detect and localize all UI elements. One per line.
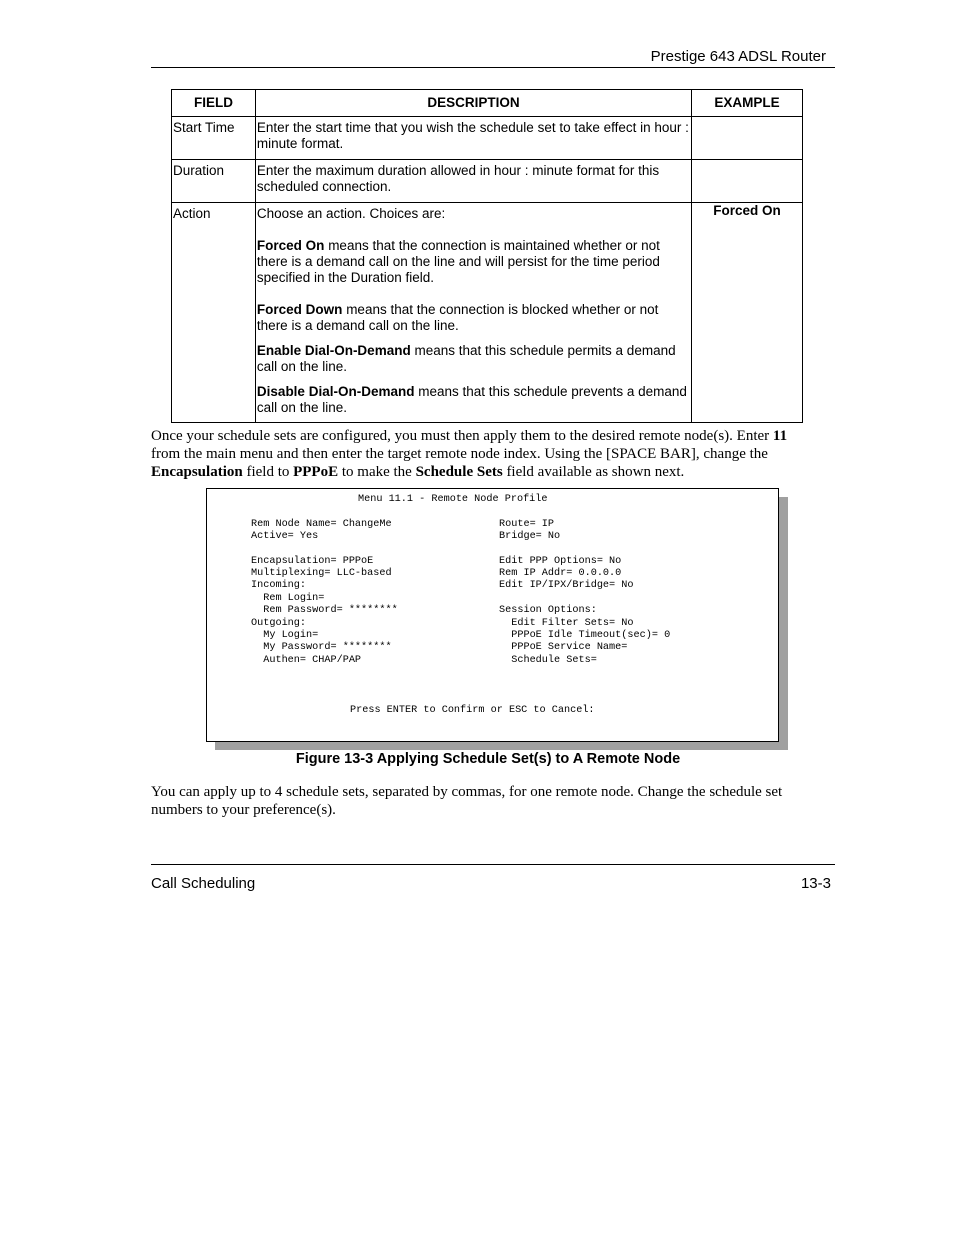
paragraph-text: from the main menu and then enter the target remote node index. Using the [SPACE BAR], change the [151,446,768,462]
option-name: Forced Down [256,302,343,317]
field-description: Enter the start time that you wish the schedule set to take effect in hour : minute format. [255,117,691,160]
term-field-session-options: Session Options: [499,605,597,616]
pppoe-term: PPPoE [293,464,339,480]
action-option-enable-dod [257,343,689,375]
option-text: means that this schedule prevents a demand call on the line. [256,384,687,415]
field-name: Duration [172,160,256,203]
field-description [255,203,691,423]
terminal-title: Menu 11.1 - Remote Node Profile [358,494,548,505]
term-field-pppoe-idle-timeout: PPPoE Idle Timeout(sec)= 0 [499,630,671,641]
term-field-active: Active= Yes [251,531,319,542]
field-example [692,117,803,160]
option-name: Disable Dial-On-Demand [256,384,415,399]
field-description-table [171,89,803,423]
field-description: Enter the maximum duration allowed in hour : minute format for this scheduled connection. [255,160,691,203]
schedule-sets-paragraph: You can apply up to 4 schedule sets, separated by commas, for one remote node. Change the schedule set numbers to your preference(s). [151,784,783,818]
paragraph-text: to make the [338,464,416,480]
schedule-sets-term: Schedule Sets [415,464,503,480]
term-field-schedule-sets: Schedule Sets= [499,655,597,666]
option-name: Forced On [256,238,325,253]
menu-number: 11 [772,428,788,444]
term-field-authen: Authen= CHAP/PAP [251,655,362,666]
footer-divider [151,864,835,865]
field-example: Forced On [692,203,803,423]
action-intro: Choose an action. Choices are: [256,206,446,221]
term-field-edit-ip-ipx-bridge: Edit IP/IPX/Bridge= No [499,580,634,591]
term-field-rem-node-name: Rem Node Name= ChangeMe [251,519,392,530]
footer-chapter-title: Call Scheduling [151,875,256,892]
action-option-forced-on [257,238,689,286]
table-row [172,117,803,160]
page-header-title: Prestige 643 ADSL Router [650,48,826,65]
paragraph-text: field available as shown next. [502,464,685,480]
paragraph-text: Once your schedule sets are configured, you must then apply them to the desired remote node(s). Enter [151,428,773,444]
action-option-forced-down [257,302,689,334]
term-field-rem-password: Rem Password= ******** [251,605,398,616]
paragraph-text: field to [242,464,294,480]
term-field-my-password: My Password= ******** [251,642,392,653]
terminal-prompt: Press ENTER to Confirm or ESC to Cancel: [350,705,595,716]
header-divider [151,67,835,68]
option-text: means that this schedule permits a demand call on the line. [256,343,676,374]
option-text: means that the connection is maintained whether or not there is a demand call on the line and will persist for the time period specified in the Duration field. [256,238,660,285]
term-field-rem-login: Rem Login= [251,593,325,604]
term-field-edit-ppp-options: Edit PPP Options= No [499,556,622,567]
term-field-multiplexing: Multiplexing= LLC-based [251,568,392,579]
term-field-bridge: Bridge= No [499,531,561,542]
column-header-example: EXAMPLE [692,90,803,117]
term-field-route: Route= IP [499,519,555,530]
term-field-pppoe-service-name: PPPoE Service Name= [499,642,628,653]
term-field-my-login: My Login= [251,630,319,641]
table-header-row [172,90,803,117]
term-field-incoming: Incoming: [251,580,307,591]
column-header-field: FIELD [172,90,256,117]
field-name: Start Time [172,117,256,160]
option-name: Enable Dial-On-Demand [256,343,411,358]
column-header-description: DESCRIPTION [255,90,691,117]
term-field-edit-filter-sets: Edit Filter Sets= No [499,618,634,629]
footer-page-number: 13-3 [800,875,831,892]
encapsulation-term: Encapsulation [151,464,243,480]
figure-caption: Figure 13-3 Applying Schedule Set(s) to A Remote Node [295,751,681,767]
field-example [692,160,803,203]
instructions-paragraph [151,427,816,481]
table-row [172,160,803,203]
term-field-rem-ip-addr: Rem IP Addr= 0.0.0.0 [499,568,622,579]
term-field-outgoing: Outgoing: [251,618,307,629]
action-option-disable-dod [257,384,689,416]
field-name: Action [172,203,256,423]
terminal-screen [206,488,779,742]
option-text: means that the connection is blocked whether or not there is a demand call on the line. [256,302,659,333]
table-row [172,203,803,423]
term-field-encapsulation: Encapsulation= PPPoE [251,556,374,567]
